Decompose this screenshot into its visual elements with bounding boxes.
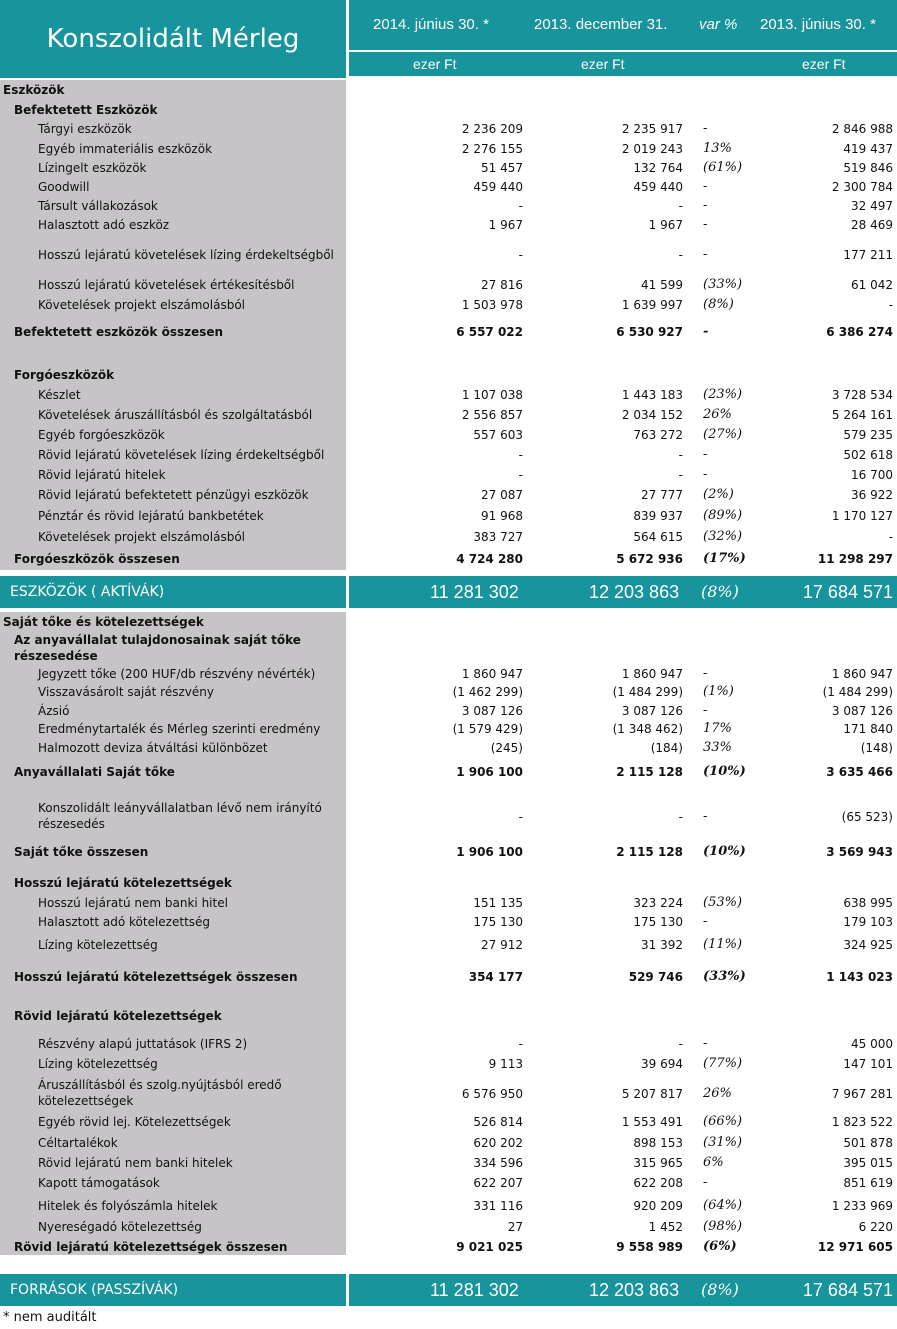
asset-row-value-2014-jun: - (518, 248, 523, 262)
liab-row-value-2013-jun: 3 087 126 (831, 704, 893, 718)
asset-row-label: Halasztott adó eszköz (38, 218, 170, 232)
asset-row-value-2013-jun: 5 264 161 (831, 408, 893, 422)
liab-total-label-bar (0, 1274, 346, 1306)
liab-row-value-2013-jun: 45 000 (851, 1037, 893, 1051)
asset-row-label: Egyéb immateriális eszközök (38, 142, 213, 156)
unit-2013-dec: ezer Ft (581, 56, 625, 72)
column-header-periods (349, 0, 897, 50)
liab-row-value-2013-dec: 31 392 (641, 938, 683, 952)
asset-row-label: Társult vállakozások (38, 199, 158, 213)
liab-row-value-2013-dec: 529 746 (628, 970, 683, 984)
assets-total-2013-dec: 12 203 863 (589, 582, 680, 602)
column-header (349, 0, 897, 78)
asset-row-value-var: - (703, 217, 708, 232)
liab-total-values-bar (349, 1274, 897, 1306)
asset-row-value-2013-jun: 36 922 (851, 488, 893, 502)
asset-row-value-2013-jun: 1 170 127 (831, 509, 893, 523)
liab-row-value-2013-dec: 323 224 (633, 896, 683, 910)
asset-row-value-2014-jun: 27 087 (481, 488, 523, 502)
liab-row-value-var: - (703, 666, 708, 681)
asset-row-label: Forgóeszközök (14, 368, 115, 382)
liab-row-value-var: (66%) (703, 1114, 743, 1129)
liab-row-value-2013-dec: 315 965 (633, 1156, 683, 1170)
liab-row-label: Saját tőke összesen (14, 845, 149, 859)
asset-row-value-2013-jun: - (888, 530, 893, 544)
asset-row-label: Goodwill (38, 180, 90, 194)
liab-row-label: Hosszú lejáratú kötelezettségek (14, 876, 232, 890)
assets-total-2014-jun: 11 281 302 (430, 582, 519, 602)
liab-row-value-2014-jun: (1 462 299) (452, 685, 523, 699)
asset-row-value-2013-dec: - (678, 468, 683, 482)
asset-row-value-2014-jun: 557 603 (473, 428, 523, 442)
liab-row-value-2013-jun: 1 143 023 (826, 970, 893, 984)
liab-row-value-2013-jun: 1 823 522 (831, 1115, 893, 1129)
liab-row-value-2013-jun: 1 233 969 (831, 1199, 893, 1213)
liab-row-label: Konszolidált leányvállalatban lévő nem irányító részesedés (38, 801, 322, 831)
liab-row-value-2014-jun: 9 021 025 (456, 1240, 523, 1254)
liab-row-label: Az anyavállalat tulajdonosainak saját tőke részesedése (14, 633, 301, 663)
asset-row-value-2013-dec: 2 235 917 (621, 122, 683, 136)
assets-total-values-bar (349, 576, 897, 608)
liab-row-value-2013-dec: 1 452 (648, 1220, 683, 1234)
asset-row-value-2014-jun: 383 727 (473, 530, 523, 544)
liab-row-value-2013-dec: 1 553 491 (621, 1115, 683, 1129)
liab-row-value-var: 26% (703, 1086, 732, 1101)
liab-row-value-2014-jun: 1 906 100 (456, 845, 523, 859)
liab-row-value-2013-dec: - (678, 810, 683, 824)
asset-row-value-2014-jun: 51 457 (481, 161, 523, 175)
liab-row-value-2013-dec: 175 130 (633, 915, 683, 929)
liab-row-value-2014-jun: 175 130 (473, 915, 523, 929)
liab-row-value-2014-jun: 526 814 (473, 1115, 523, 1129)
col-header-2013-dec: 2013. december 31. (534, 16, 668, 33)
asset-row-value-2013-dec: - (678, 448, 683, 462)
asset-row-value-2013-jun: 61 042 (851, 278, 893, 292)
asset-row-label: Lízingelt eszközök (38, 161, 147, 175)
assets-total-label: ESZKÖZÖK ( AKTÍVÁK) (10, 584, 165, 600)
asset-row-value-var: - (703, 121, 708, 136)
liab-row-value-2013-jun: 6 220 (858, 1220, 893, 1234)
asset-row-value-2013-dec: 5 672 936 (616, 552, 683, 566)
liab-row-value-2014-jun: 622 207 (473, 1176, 523, 1190)
asset-row-value-2014-jun: 1 107 038 (461, 388, 523, 402)
liab-row-value-2013-jun: (65 523) (841, 810, 893, 824)
liab-row-value-var: (11%) (703, 937, 743, 952)
asset-row-value-2014-jun: 91 968 (481, 509, 523, 523)
liab-total-label: FORRÁSOK (PASSZÍVÁK) (10, 1282, 179, 1298)
liab-row-value-var: (31%) (703, 1135, 743, 1150)
liab-row-value-2014-jun: 3 087 126 (461, 704, 523, 718)
asset-row-value-var: (61%) (703, 160, 743, 175)
liab-row-value-2013-jun: 501 878 (843, 1136, 893, 1150)
asset-row-label: Rövid lejáratú követelések lízing érdekeltségből (38, 448, 325, 462)
asset-row-value-2013-dec: 1 967 (648, 218, 683, 232)
asset-row-value-2013-dec: 132 764 (633, 161, 683, 175)
liab-row-value-2014-jun: - (518, 810, 523, 824)
liab-row-value-2013-dec: 2 115 128 (616, 765, 683, 779)
asset-row-value-2013-dec: - (678, 199, 683, 213)
unit-2013-jun: ezer Ft (802, 56, 846, 72)
liab-row-value-2013-dec: 1 860 947 (621, 667, 683, 681)
liab-row-value-2013-jun: 3 635 466 (826, 765, 893, 779)
asset-row-label: Rövid lejáratú hitelek (38, 468, 166, 482)
liab-row-value-2014-jun: 151 135 (473, 896, 523, 910)
liab-row-label: Lízing kötelezettség (38, 938, 158, 952)
liab-row-value-2013-dec: 5 207 817 (621, 1087, 683, 1101)
liab-row-value-2013-dec: (1 348 462) (612, 722, 683, 736)
asset-row-value-2013-jun: 502 618 (843, 448, 893, 462)
liab-row-value-2014-jun: 27 (507, 1220, 523, 1234)
report-title-text: Konszolidált Mérleg (46, 24, 300, 54)
asset-row-value-2013-dec: 2 019 243 (621, 142, 683, 156)
liab-row-label: Kapott támogatások (38, 1176, 160, 1190)
liab-row-value-2013-jun: 1 860 947 (831, 667, 893, 681)
assets-total-var: (8%) (701, 582, 739, 601)
asset-row-value-var: - (703, 247, 708, 262)
asset-row-value-var: - (703, 198, 708, 213)
asset-row-value-2013-dec: 564 615 (633, 530, 683, 544)
liab-row-value-2014-jun: (245) (490, 741, 523, 755)
asset-row-value-2013-jun: 16 700 (851, 468, 893, 482)
asset-row-label: Követelések projekt elszámolásból (38, 298, 245, 312)
asset-row-label: Egyéb forgóeszközök (38, 428, 165, 442)
liab-total-var: (8%) (701, 1280, 739, 1299)
liab-row-value-var: (77%) (703, 1056, 743, 1071)
liab-total-2014-jun: 11 281 302 (430, 1280, 519, 1300)
liab-row-value-2014-jun: (1 579 429) (452, 722, 523, 736)
assets-total-label-bar (0, 576, 346, 608)
asset-row-value-2014-jun: - (518, 468, 523, 482)
liab-row-value-var: (10%) (703, 844, 746, 859)
liab-row-value-var: 6% (703, 1155, 724, 1170)
liab-row-value-2013-jun: 12 971 605 (817, 1240, 893, 1254)
liab-row-value-2013-dec: 898 153 (633, 1136, 683, 1150)
asset-row-value-var: 26% (703, 407, 732, 422)
asset-row-value-var: - (703, 324, 709, 339)
asset-row-value-2013-jun: 579 235 (843, 428, 893, 442)
col-header-var: var % (699, 16, 738, 33)
liab-row-label: Rövid lejáratú nem banki hitelek (38, 1156, 233, 1170)
liab-row-value-var: (6%) (703, 1239, 737, 1254)
liab-row-label: Halasztott adó kötelezettség (38, 915, 211, 929)
asset-row-value-2013-jun: 28 469 (851, 218, 893, 232)
asset-row-value-2013-dec: 1 443 183 (621, 388, 683, 402)
liab-row-value-2013-dec: 920 209 (633, 1199, 683, 1213)
asset-row-value-2013-jun: - (888, 298, 893, 312)
liab-row-value-var: - (703, 1036, 708, 1051)
liab-row-label: Egyéb rövid lej. Kötelezettségek (38, 1115, 231, 1129)
liab-row-value-2013-dec: (1 484 299) (612, 685, 683, 699)
asset-row-value-var: (27%) (703, 427, 743, 442)
liab-row-value-2013-jun: 147 101 (843, 1057, 893, 1071)
liab-row-label: Hitelek és folyószámla hitelek (38, 1199, 218, 1213)
liab-row-value-2013-dec: 39 694 (641, 1057, 683, 1071)
liab-row-value-var: (98%) (703, 1219, 743, 1234)
liab-row-label: Visszavásárolt saját részvény (38, 685, 214, 699)
asset-row-value-2014-jun: 27 816 (481, 278, 523, 292)
liab-row-value-2014-jun: 1 860 947 (461, 667, 523, 681)
asset-row-value-2014-jun: 2 276 155 (461, 142, 523, 156)
asset-row-value-2013-jun: 519 846 (843, 161, 893, 175)
liab-row-label: Nyereségadó kötelezettség (38, 1220, 202, 1234)
asset-row-label: Készlet (38, 388, 81, 402)
liab-row-value-2013-jun: 171 840 (843, 722, 893, 736)
asset-row-value-2014-jun: - (518, 448, 523, 462)
liab-row-label: Anyavállalati Saját tőke (14, 765, 175, 779)
liab-row-label: Rövid lejáratú kötelezettségek (14, 1009, 222, 1023)
liab-row-value-var: - (703, 1175, 708, 1190)
liab-row-label: Céltartalékok (38, 1136, 118, 1150)
footnote: * nem auditált (3, 1310, 97, 1325)
asset-row-value-2013-dec: 6 530 927 (616, 325, 683, 339)
asset-row-label: Befektetett eszközök összesen (14, 325, 224, 339)
liab-row-value-2014-jun: 9 113 (488, 1057, 523, 1071)
asset-row-label: Befektetett Eszközök (14, 103, 158, 117)
asset-row-label: Hosszú lejáratú követelések lízing érdekeltségből (38, 248, 334, 262)
asset-row-value-2013-dec: 459 440 (633, 180, 683, 194)
asset-row-value-2014-jun: 6 557 022 (456, 325, 523, 339)
asset-row-value-2013-jun: 6 386 274 (826, 325, 893, 339)
asset-row-value-var: - (703, 467, 708, 482)
liab-row-value-2013-jun: (148) (860, 741, 893, 755)
liab-row-value-2013-jun: 395 015 (843, 1156, 893, 1170)
asset-row-value-2014-jun: 1 503 978 (461, 298, 523, 312)
liab-row-value-var: (10%) (703, 764, 746, 779)
asset-row-value-2013-jun: 11 298 297 (817, 552, 893, 566)
liab-row-value-2013-jun: 324 925 (843, 938, 893, 952)
liab-total-2013-dec: 12 203 863 (589, 1280, 680, 1300)
asset-row-value-var: (17%) (703, 551, 746, 566)
asset-row-value-var: (23%) (703, 387, 743, 402)
liab-row-value-var: (1%) (703, 684, 734, 699)
asset-row-value-2013-jun: 2 300 784 (831, 180, 893, 194)
asset-row-label: Forgóeszközök összesen (14, 552, 180, 566)
liab-row-value-2014-jun: 354 177 (468, 970, 523, 984)
liab-row-value-2013-dec: 9 558 989 (616, 1240, 683, 1254)
liab-row-value-var: (53%) (703, 895, 743, 910)
asset-row-label: Hosszú lejáratú követelések értékesítésből (38, 278, 295, 292)
liab-row-value-var: - (703, 914, 708, 929)
liab-row-value-2013-jun: (1 484 299) (822, 685, 893, 699)
col-header-2013-jun: 2013. június 30. * (760, 16, 876, 33)
asset-row-value-2013-dec: - (678, 248, 683, 262)
asset-row-value-var: (89%) (703, 508, 743, 523)
liab-row-label: Jegyzett tőke (200 HUF/db részvény névérték) (38, 667, 316, 681)
asset-row-value-2013-dec: 763 272 (633, 428, 683, 442)
liab-row-value-2013-dec: 622 208 (633, 1176, 683, 1190)
liab-row-value-var: (64%) (703, 1198, 743, 1213)
asset-row-value-var: 13% (703, 141, 732, 156)
asset-row-value-2013-jun: 177 211 (843, 248, 893, 262)
liab-row-value-2014-jun: 6 576 950 (461, 1087, 523, 1101)
asset-row-label: Követelések projekt elszámolásból (38, 530, 245, 544)
asset-row-value-2014-jun: 459 440 (473, 180, 523, 194)
asset-row-value-2014-jun: 4 724 280 (456, 552, 523, 566)
liab-row-value-var: - (703, 703, 708, 718)
liab-row-label: Eredménytartalék és Mérleg szerinti eredmény (38, 722, 321, 736)
liab-row-value-2014-jun: 331 116 (473, 1199, 523, 1213)
asset-row-value-2014-jun: 2 556 857 (461, 408, 523, 422)
liab-row-value-2013-jun: 638 995 (843, 896, 893, 910)
asset-row-value-2013-jun: 419 437 (843, 142, 893, 156)
liab-row-value-2013-dec: - (678, 1037, 683, 1051)
report-title (0, 0, 346, 78)
liab-row-value-2014-jun: 27 912 (481, 938, 523, 952)
asset-row-value-var: - (703, 447, 708, 462)
asset-row-label: Eszközök (3, 83, 65, 97)
liab-row-label: Hosszú lejáratú kötelezettségek összesen (14, 970, 298, 984)
col-header-2014-jun: 2014. június 30. * (373, 16, 489, 33)
liab-row-value-2014-jun: - (518, 1037, 523, 1051)
liab-row-label: Halmozott deviza átváltási különbözet (38, 741, 268, 755)
liab-row-label: Ázsió (38, 704, 70, 718)
liab-total-2013-jun: 17 684 571 (802, 1280, 893, 1300)
liab-row-value-2013-dec: 3 087 126 (621, 704, 683, 718)
asset-row-value-2013-dec: 41 599 (641, 278, 683, 292)
liab-row-value-2013-dec: 2 115 128 (616, 845, 683, 859)
liab-row-value-var: - (703, 809, 708, 824)
asset-row-value-2014-jun: - (518, 199, 523, 213)
asset-row-value-var: (32%) (703, 529, 743, 544)
liab-row-value-2014-jun: 1 906 100 (456, 765, 523, 779)
asset-row-label: Tárgyi eszközök (38, 122, 132, 136)
asset-row-value-2014-jun: 1 967 (488, 218, 523, 232)
asset-row-value-2014-jun: 2 236 209 (461, 122, 523, 136)
asset-row-value-2013-jun: 2 846 988 (831, 122, 893, 136)
unit-2014-jun: ezer Ft (413, 56, 457, 72)
liab-row-value-2013-jun: 3 569 943 (826, 845, 893, 859)
liab-row-label: Hosszú lejáratú nem banki hitel (38, 896, 228, 910)
liab-row-value-var: 33% (703, 740, 732, 755)
liab-row-value-2013-jun: 179 103 (843, 915, 893, 929)
liab-row-label: Saját tőke és kötelezettségek (3, 615, 204, 629)
liab-row-value-2014-jun: 334 596 (473, 1156, 523, 1170)
liab-row-label: Lízing kötelezettség (38, 1057, 158, 1071)
liab-row-value-2014-jun: 620 202 (473, 1136, 523, 1150)
liab-row-value-var: 17% (703, 721, 732, 736)
asset-row-value-var: (33%) (703, 277, 743, 292)
liab-row-label: Részvény alapú juttatások (IFRS 2) (38, 1037, 248, 1051)
column-header-units (349, 52, 897, 76)
liab-row-label: Rövid lejáratú kötelezettségek összesen (14, 1240, 288, 1254)
asset-row-value-2013-jun: 32 497 (851, 199, 893, 213)
assets-total-2013-jun: 17 684 571 (802, 582, 893, 602)
liab-row-value-2013-jun: 7 967 281 (831, 1087, 893, 1101)
asset-row-label: Pénztár és rövid lejáratú bankbetétek (38, 509, 264, 523)
asset-row-value-var: - (703, 179, 708, 194)
liab-row-value-2013-jun: 851 619 (843, 1176, 893, 1190)
asset-row-value-2013-dec: 839 937 (633, 509, 683, 523)
asset-row-label: Követelések áruszállításból és szolgáltatásból (38, 408, 313, 422)
asset-row-value-2013-jun: 3 728 534 (831, 388, 893, 402)
asset-row-value-2013-dec: 1 639 997 (621, 298, 683, 312)
asset-row-value-var: (2%) (703, 487, 734, 502)
liab-row-value-var: (33%) (703, 969, 746, 984)
liab-row-value-2013-dec: (184) (650, 741, 683, 755)
liab-row-label: Áruszállításból és szolg.nyújtásból eredő kötelezettségek (38, 1078, 282, 1108)
asset-row-value-var: (8%) (703, 297, 734, 312)
asset-row-value-2013-dec: 2 034 152 (621, 408, 683, 422)
asset-row-value-2013-dec: 27 777 (641, 488, 683, 502)
asset-row-label: Rövid lejáratú befektetett pénzügyi eszközök (38, 488, 309, 502)
